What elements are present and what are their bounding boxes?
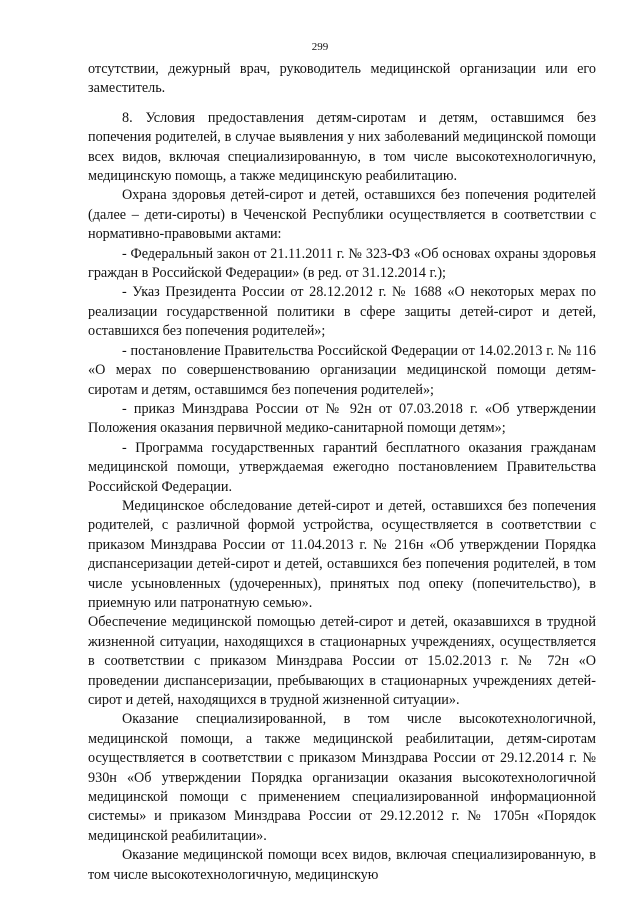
paragraph: отсутствии, дежурный врач, руководитель медицинской организации или его заместитель. (88, 61, 596, 97)
paragraph: - Федеральный закон от 21.11.2011 г. № 323-ФЗ «Об основах охраны здоровья граждан в Российской Федерации» (в ред. от 31.12.2014 г.); (88, 245, 596, 282)
page-number: 299 (311, 41, 329, 53)
paragraph: Обеспечение медицинской помощью детей-сирот и детей, оказавшихся в трудной жизненной ситуации, находящихся в стационарных учреждениях, осуществляется в соответствии с приказом Минздрава России от 15.02.2013 г. № 72н «О проведении диспансеризации, пребывающих в стационарных учреждениях детей-сирот и детей, находящихся в трудной жизненной ситуации». (88, 614, 596, 708)
paragraph: Оказание медицинской помощи всех видов, включая специализированную, в том числе высокотехнологичную, медицинскую (88, 847, 596, 883)
paragraph: - Указ Президента России от 28.12.2012 г. № 1688 «О некоторых мерах по реализации государственной политики в сфере защиты детей-сирот и детей, оставшихся без попечения родителей»; (88, 284, 596, 340)
document-body (88, 60, 596, 885)
paragraph: 8. Условия предоставления детям-сиротам и детям, оставшимся без попечения родителей, в случае выявления у них заболеваний медицинской помощи всех видов, включая специализированную, в том числе высокотехнологичную, медицинскую помощь, а также медицинскую реабилитацию. (88, 109, 596, 185)
paragraph: - приказ Минздрава России от № 92н от 07.03.2018 г. «Об утверждении Положения оказания первичной медико-санитарной помощи детям»; (88, 400, 596, 437)
paragraph: Охрана здоровья детей-сирот и детей, оставшихся без попечения родителей (далее – дети-сироты) в Чеченской Республики осуществляется в соответствии с нормативно-правовыми актами: (88, 187, 596, 243)
paragraph: Медицинское обследование детей-сирот и детей, оставшихся без попечения родителей, с различной формой устройства, осуществляется в соответствии с приказом Минздрава России от 11.04.2013 г. № 216н «Об утверждении Порядка диспансеризации детей-сирот и детей, оставшихся без попечения родителей, в том числе усыновленных (удочеренных), принятых под опеку (попечительство), в приемную или патронатную семью». (88, 497, 596, 611)
paragraph: - Программа государственных гарантий бесплатного оказания гражданам медицинской помощи, утверждаемая ежегодно постановлением Правительства Российской Федерации. (88, 439, 596, 495)
paragraph: - постановление Правительства Российской Федерации от 14.02.2013 г. № 116 «О мерах по совершенствованию организации медицинской помощи детям-сиротам и детям, оставшимся без попечения родителей»; (88, 342, 596, 398)
paragraph: Оказание специализированной, в том числе высокотехнологичной, медицинской помощи, а также медицинской реабилитации, детям-сиротам осуществляется в соответствии с приказом Минздрава России от 29.12.2014 г. № 930н «Об утверждении Порядка организации оказания высокотехнологичной медицинской помощи с применением специализированной информационной системы» и приказом Минздрава России от 29.12.2012 г. № 1705н «Порядок медицинской реабилитации». (88, 711, 596, 844)
